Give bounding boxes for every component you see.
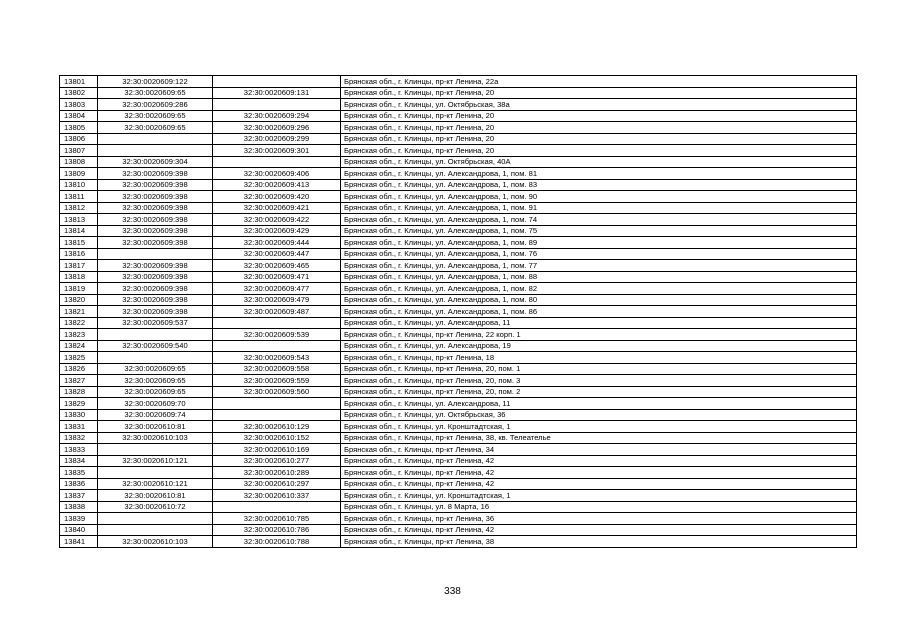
cadastral-number-cell: 32:30:0020610:121 bbox=[98, 478, 213, 490]
table-row bbox=[60, 444, 857, 456]
table-row bbox=[60, 87, 857, 99]
table-row bbox=[60, 352, 857, 364]
cadastral-number-cell: 32:30:0020610:121 bbox=[98, 455, 213, 467]
row-number-cell: 13838 bbox=[60, 501, 98, 513]
row-number-cell: 13829 bbox=[60, 398, 98, 410]
row-number-cell: 13804 bbox=[60, 110, 98, 122]
cadastral-number-cell: 32:30:0020609:398 bbox=[98, 168, 213, 180]
row-number-cell: 13814 bbox=[60, 225, 98, 237]
cadastral-number-cell: 32:30:0020609:122 bbox=[98, 76, 213, 88]
object-cadastral-number-cell: 32:30:0020609:539 bbox=[213, 329, 341, 341]
object-cadastral-number-cell: 32:30:0020609:296 bbox=[213, 122, 341, 134]
object-cadastral-number-cell bbox=[213, 501, 341, 513]
table-row bbox=[60, 306, 857, 318]
cadastral-number-cell bbox=[98, 248, 213, 260]
address-cell: Брянская обл., г. Клинцы, пр-кт Ленина, 42 bbox=[341, 467, 857, 479]
row-number-cell: 13823 bbox=[60, 329, 98, 341]
table-row bbox=[60, 467, 857, 479]
object-cadastral-number-cell: 32:30:0020609:471 bbox=[213, 271, 341, 283]
cadastral-number-cell: 32:30:0020610:103 bbox=[98, 536, 213, 548]
object-cadastral-number-cell: 32:30:0020609:465 bbox=[213, 260, 341, 272]
row-number-cell: 13819 bbox=[60, 283, 98, 295]
table-row bbox=[60, 294, 857, 306]
address-cell: Брянская обл., г. Клинцы, пр-кт Ленина, 18 bbox=[341, 352, 857, 364]
object-cadastral-number-cell: 32:30:0020609:301 bbox=[213, 145, 341, 157]
table-row bbox=[60, 409, 857, 421]
table-row bbox=[60, 317, 857, 329]
address-cell: Брянская обл., г. Клинцы, ул. Александрова, 1, пом. 88 bbox=[341, 271, 857, 283]
address-cell: Брянская обл., г. Клинцы, пр-кт Ленина, 20 bbox=[341, 133, 857, 145]
object-cadastral-number-cell: 32:30:0020610:289 bbox=[213, 467, 341, 479]
cadastral-number-cell: 32:30:0020609:398 bbox=[98, 214, 213, 226]
address-cell: Брянская обл., г. Клинцы, ул. Александрова, 1, пом. 86 bbox=[341, 306, 857, 318]
table-row bbox=[60, 455, 857, 467]
address-cell: Брянская обл., г. Клинцы, пр-кт Ленина, 20 bbox=[341, 87, 857, 99]
address-cell: Брянская обл., г. Клинцы, ул. Кронштадтская, 1 bbox=[341, 421, 857, 433]
cadastral-number-cell: 32:30:0020609:65 bbox=[98, 375, 213, 387]
object-cadastral-number-cell: 32:30:0020610:277 bbox=[213, 455, 341, 467]
object-cadastral-number-cell bbox=[213, 156, 341, 168]
table-row bbox=[60, 271, 857, 283]
object-cadastral-number-cell: 32:30:0020609:131 bbox=[213, 87, 341, 99]
object-cadastral-number-cell: 32:30:0020609:299 bbox=[213, 133, 341, 145]
cadastral-number-cell bbox=[98, 513, 213, 525]
object-cadastral-number-cell: 32:30:0020609:413 bbox=[213, 179, 341, 191]
cadastral-number-cell: 32:30:0020610:72 bbox=[98, 501, 213, 513]
table-row bbox=[60, 237, 857, 249]
table-row bbox=[60, 432, 857, 444]
table-row bbox=[60, 122, 857, 134]
object-cadastral-number-cell bbox=[213, 76, 341, 88]
row-number-cell: 13818 bbox=[60, 271, 98, 283]
row-number-cell: 13830 bbox=[60, 409, 98, 421]
registry-table-body bbox=[60, 76, 857, 548]
cadastral-number-cell bbox=[98, 133, 213, 145]
cadastral-number-cell: 32:30:0020609:304 bbox=[98, 156, 213, 168]
cadastral-number-cell bbox=[98, 145, 213, 157]
table-row bbox=[60, 156, 857, 168]
table-row bbox=[60, 283, 857, 295]
table-row bbox=[60, 386, 857, 398]
table-row bbox=[60, 248, 857, 260]
object-cadastral-number-cell: 32:30:0020609:487 bbox=[213, 306, 341, 318]
address-cell: Брянская обл., г. Клинцы, ул. Александрова, 1, пом. 77 bbox=[341, 260, 857, 272]
table-row bbox=[60, 513, 857, 525]
table-row bbox=[60, 501, 857, 513]
cadastral-number-cell: 32:30:0020609:398 bbox=[98, 283, 213, 295]
cadastral-number-cell: 32:30:0020609:398 bbox=[98, 260, 213, 272]
object-cadastral-number-cell: 32:30:0020609:559 bbox=[213, 375, 341, 387]
cadastral-number-cell bbox=[98, 524, 213, 536]
address-cell: Брянская обл., г. Клинцы, ул. Октябрьская, 40А bbox=[341, 156, 857, 168]
cadastral-number-cell bbox=[98, 444, 213, 456]
cadastral-number-cell: 32:30:0020609:540 bbox=[98, 340, 213, 352]
table-row bbox=[60, 398, 857, 410]
cadastral-number-cell bbox=[98, 352, 213, 364]
object-cadastral-number-cell: 32:30:0020609:406 bbox=[213, 168, 341, 180]
cadastral-number-cell: 32:30:0020609:65 bbox=[98, 122, 213, 134]
row-number-cell: 13820 bbox=[60, 294, 98, 306]
object-cadastral-number-cell: 32:30:0020609:429 bbox=[213, 225, 341, 237]
table-row bbox=[60, 214, 857, 226]
address-cell: Брянская обл., г. Клинцы, пр-кт Ленина, 42 bbox=[341, 478, 857, 490]
table-row bbox=[60, 76, 857, 88]
object-cadastral-number-cell: 32:30:0020609:447 bbox=[213, 248, 341, 260]
object-cadastral-number-cell: 32:30:0020609:477 bbox=[213, 283, 341, 295]
object-cadastral-number-cell: 32:30:0020610:129 bbox=[213, 421, 341, 433]
cadastral-number-cell: 32:30:0020609:70 bbox=[98, 398, 213, 410]
row-number-cell: 13837 bbox=[60, 490, 98, 502]
address-cell: Брянская обл., г. Клинцы, пр-кт Ленина, 20 bbox=[341, 110, 857, 122]
address-cell: Брянская обл., г. Клинцы, пр-кт Ленина, 20, пом. 2 bbox=[341, 386, 857, 398]
table-row bbox=[60, 225, 857, 237]
row-number-cell: 13831 bbox=[60, 421, 98, 433]
table-row bbox=[60, 536, 857, 548]
row-number-cell: 13809 bbox=[60, 168, 98, 180]
row-number-cell: 13824 bbox=[60, 340, 98, 352]
row-number-cell: 13817 bbox=[60, 260, 98, 272]
cadastral-number-cell: 32:30:0020609:398 bbox=[98, 294, 213, 306]
row-number-cell: 13808 bbox=[60, 156, 98, 168]
row-number-cell: 13834 bbox=[60, 455, 98, 467]
address-cell: Брянская обл., г. Клинцы, пр-кт Ленина, 42 bbox=[341, 524, 857, 536]
table-row bbox=[60, 191, 857, 203]
page-number: 338 bbox=[444, 586, 461, 597]
row-number-cell: 13807 bbox=[60, 145, 98, 157]
row-number-cell: 13822 bbox=[60, 317, 98, 329]
address-cell: Брянская обл., г. Клинцы, ул. Александрова, 1, пом. 91 bbox=[341, 202, 857, 214]
address-cell: Брянская обл., г. Клинцы, ул. Октябрьская, 36 bbox=[341, 409, 857, 421]
object-cadastral-number-cell: 32:30:0020610:152 bbox=[213, 432, 341, 444]
cadastral-number-cell: 32:30:0020610:81 bbox=[98, 490, 213, 502]
row-number-cell: 13841 bbox=[60, 536, 98, 548]
address-cell: Брянская обл., г. Клинцы, пр-кт Ленина, 36 bbox=[341, 513, 857, 525]
address-cell: Брянская обл., г. Клинцы, ул. Александрова, 1, пом. 74 bbox=[341, 214, 857, 226]
table-row bbox=[60, 375, 857, 387]
table-row bbox=[60, 421, 857, 433]
address-cell: Брянская обл., г. Клинцы, пр-кт Ленина, 38 bbox=[341, 536, 857, 548]
table-row bbox=[60, 133, 857, 145]
cadastral-number-cell bbox=[98, 329, 213, 341]
row-number-cell: 13836 bbox=[60, 478, 98, 490]
object-cadastral-number-cell bbox=[213, 99, 341, 111]
object-cadastral-number-cell bbox=[213, 340, 341, 352]
cadastral-number-cell: 32:30:0020609:398 bbox=[98, 225, 213, 237]
cadastral-number-cell: 32:30:0020609:398 bbox=[98, 306, 213, 318]
row-number-cell: 13833 bbox=[60, 444, 98, 456]
row-number-cell: 13805 bbox=[60, 122, 98, 134]
address-cell: Брянская обл., г. Клинцы, пр-кт Ленина, 20, пом. 1 bbox=[341, 363, 857, 375]
table-row bbox=[60, 168, 857, 180]
cadastral-number-cell: 32:30:0020609:398 bbox=[98, 179, 213, 191]
table-row bbox=[60, 99, 857, 111]
table-row bbox=[60, 145, 857, 157]
cadastral-number-cell: 32:30:0020609:65 bbox=[98, 363, 213, 375]
address-cell: Брянская обл., г. Клинцы, ул. Александрова, 1, пом. 75 bbox=[341, 225, 857, 237]
row-number-cell: 13811 bbox=[60, 191, 98, 203]
address-cell: Брянская обл., г. Клинцы, ул. Александрова, 11 bbox=[341, 317, 857, 329]
row-number-cell: 13815 bbox=[60, 237, 98, 249]
row-number-cell: 13801 bbox=[60, 76, 98, 88]
address-cell: Брянская обл., г. Клинцы, пр-кт Ленина, 20, пом. 3 bbox=[341, 375, 857, 387]
address-cell: Брянская обл., г. Клинцы, пр-кт Ленина, 42 bbox=[341, 455, 857, 467]
object-cadastral-number-cell: 32:30:0020610:786 bbox=[213, 524, 341, 536]
cadastral-number-cell: 32:30:0020609:398 bbox=[98, 237, 213, 249]
address-cell: Брянская обл., г. Клинцы, ул. Октябрьская, 38а bbox=[341, 99, 857, 111]
cadastral-number-cell: 32:30:0020609:74 bbox=[98, 409, 213, 421]
cadastral-number-cell: 32:30:0020609:537 bbox=[98, 317, 213, 329]
row-number-cell: 13839 bbox=[60, 513, 98, 525]
object-cadastral-number-cell: 32:30:0020609:479 bbox=[213, 294, 341, 306]
table-row bbox=[60, 363, 857, 375]
row-number-cell: 13825 bbox=[60, 352, 98, 364]
cadastral-number-cell: 32:30:0020610:103 bbox=[98, 432, 213, 444]
table-row bbox=[60, 340, 857, 352]
table-row bbox=[60, 260, 857, 272]
row-number-cell: 13803 bbox=[60, 99, 98, 111]
row-number-cell: 13840 bbox=[60, 524, 98, 536]
row-number-cell: 13828 bbox=[60, 386, 98, 398]
row-number-cell: 13827 bbox=[60, 375, 98, 387]
address-cell: Брянская обл., г. Клинцы, пр-кт Ленина, 22 корп. 1 bbox=[341, 329, 857, 341]
address-cell: Брянская обл., г. Клинцы, пр-кт Ленина, 20 bbox=[341, 145, 857, 157]
table-row bbox=[60, 478, 857, 490]
cadastral-number-cell: 32:30:0020609:65 bbox=[98, 386, 213, 398]
table-row bbox=[60, 524, 857, 536]
address-cell: Брянская обл., г. Клинцы, ул. Александрова, 1, пом. 76 bbox=[341, 248, 857, 260]
row-number-cell: 13826 bbox=[60, 363, 98, 375]
cadastral-number-cell: 32:30:0020609:398 bbox=[98, 202, 213, 214]
address-cell: Брянская обл., г. Клинцы, ул. Александрова, 11 bbox=[341, 398, 857, 410]
address-cell: Брянская обл., г. Клинцы, пр-кт Ленина, 22а bbox=[341, 76, 857, 88]
row-number-cell: 13812 bbox=[60, 202, 98, 214]
table-row bbox=[60, 110, 857, 122]
object-cadastral-number-cell: 32:30:0020609:422 bbox=[213, 214, 341, 226]
object-cadastral-number-cell: 32:30:0020609:444 bbox=[213, 237, 341, 249]
object-cadastral-number-cell: 32:30:0020610:785 bbox=[213, 513, 341, 525]
address-cell: Брянская обл., г. Клинцы, ул. Кронштадтская, 1 bbox=[341, 490, 857, 502]
row-number-cell: 13821 bbox=[60, 306, 98, 318]
row-number-cell: 13806 bbox=[60, 133, 98, 145]
cadastral-number-cell: 32:30:0020609:65 bbox=[98, 87, 213, 99]
table-row bbox=[60, 202, 857, 214]
row-number-cell: 13802 bbox=[60, 87, 98, 99]
cadastral-number-cell: 32:30:0020609:398 bbox=[98, 271, 213, 283]
object-cadastral-number-cell: 32:30:0020609:543 bbox=[213, 352, 341, 364]
address-cell: Брянская обл., г. Клинцы, ул. Александрова, 1, пом. 81 bbox=[341, 168, 857, 180]
object-cadastral-number-cell: 32:30:0020609:421 bbox=[213, 202, 341, 214]
object-cadastral-number-cell: 32:30:0020610:169 bbox=[213, 444, 341, 456]
row-number-cell: 13810 bbox=[60, 179, 98, 191]
table-row bbox=[60, 329, 857, 341]
address-cell: Брянская обл., г. Клинцы, пр-кт Ленина, 34 bbox=[341, 444, 857, 456]
row-number-cell: 13813 bbox=[60, 214, 98, 226]
cadastral-number-cell: 32:30:0020609:286 bbox=[98, 99, 213, 111]
registry-table bbox=[59, 75, 857, 548]
address-cell: Брянская обл., г. Клинцы, ул. 8 Марта, 16 bbox=[341, 501, 857, 513]
object-cadastral-number-cell bbox=[213, 409, 341, 421]
cadastral-number-cell: 32:30:0020609:65 bbox=[98, 110, 213, 122]
object-cadastral-number-cell: 32:30:0020610:788 bbox=[213, 536, 341, 548]
row-number-cell: 13832 bbox=[60, 432, 98, 444]
row-number-cell: 13816 bbox=[60, 248, 98, 260]
cadastral-number-cell: 32:30:0020609:398 bbox=[98, 191, 213, 203]
cadastral-number-cell: 32:30:0020610:81 bbox=[98, 421, 213, 433]
table-row bbox=[60, 490, 857, 502]
row-number-cell: 13835 bbox=[60, 467, 98, 479]
address-cell: Брянская обл., г. Клинцы, ул. Александрова, 19 bbox=[341, 340, 857, 352]
object-cadastral-number-cell: 32:30:0020609:420 bbox=[213, 191, 341, 203]
address-cell: Брянская обл., г. Клинцы, ул. Александрова, 1, пом. 90 bbox=[341, 191, 857, 203]
cadastral-number-cell bbox=[98, 467, 213, 479]
address-cell: Брянская обл., г. Клинцы, пр-кт Ленина, 20 bbox=[341, 122, 857, 134]
object-cadastral-number-cell bbox=[213, 317, 341, 329]
object-cadastral-number-cell: 32:30:0020609:560 bbox=[213, 386, 341, 398]
object-cadastral-number-cell: 32:30:0020609:558 bbox=[213, 363, 341, 375]
address-cell: Брянская обл., г. Клинцы, ул. Александрова, 1, пом. 82 bbox=[341, 283, 857, 295]
address-cell: Брянская обл., г. Клинцы, ул. Александрова, 1, пом. 80 bbox=[341, 294, 857, 306]
table-row bbox=[60, 179, 857, 191]
object-cadastral-number-cell: 32:30:0020609:294 bbox=[213, 110, 341, 122]
address-cell: Брянская обл., г. Клинцы, ул. Александрова, 1, пом. 83 bbox=[341, 179, 857, 191]
object-cadastral-number-cell: 32:30:0020610:297 bbox=[213, 478, 341, 490]
object-cadastral-number-cell bbox=[213, 398, 341, 410]
address-cell: Брянская обл., г. Клинцы, пр-кт Ленина, 38, кв. Телеателье bbox=[341, 432, 857, 444]
object-cadastral-number-cell: 32:30:0020610:337 bbox=[213, 490, 341, 502]
address-cell: Брянская обл., г. Клинцы, ул. Александрова, 1, пом. 89 bbox=[341, 237, 857, 249]
